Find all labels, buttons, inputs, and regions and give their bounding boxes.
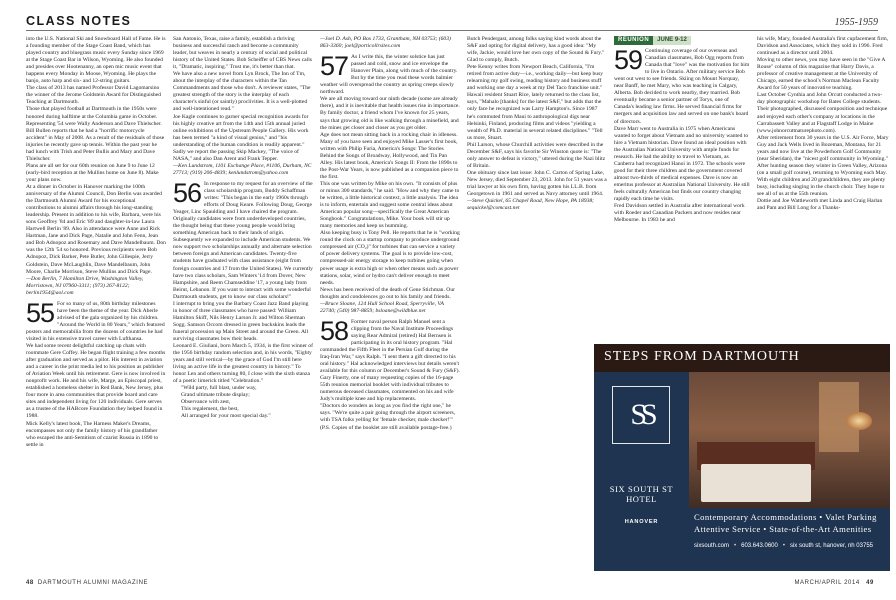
paragraph: Age does not mean sitting back in a rocking chair in idleness. Many of you have seen and enjoyed Mike Lasser's first book, written with Philip Furia, America's Songs: The Stories Behind the Songs of Broadway, Hollywood, and Tin Pan Alley. His latest book, America's Songs II: From the 1890s to the Post-War Years, is now published as a companion piece to the first. xyxy=(320,131,459,180)
reunion-tag: REUNION xyxy=(614,36,653,45)
paragraph: his wife, Mary, founded Australia's first cupfacement firm, Davidson and Associates, which they sold in 1996. Fred continued as a director until 2004. xyxy=(757,36,889,57)
column-3 xyxy=(320,36,460,571)
correspondent-signature: —Don Berlin, 7 Hamilton Drive, Washington Valley, Morristown, NJ 07960-3311; (973) 267-8122; berlin1954@aol.com xyxy=(26,275,144,296)
poem-line: Grand ultimate tribute display; xyxy=(181,392,250,399)
ad-contact-line xyxy=(694,543,890,549)
poem-line: All arranged for your most special day." xyxy=(181,413,271,420)
paragraph: (P.S. Copies of the booklet are still available postage-free.) xyxy=(320,424,452,431)
paragraph: "Doctors do wonders as long as you find the right one," he says. "We're quite a pair going through the airport screeners, with TSA folks yelling for 'female checker, male checker!'" xyxy=(320,403,456,424)
paragraph: At a dinner in October in Hanover marking the 100th anniversary of the Alumni Council, Don Berlin was awarded the Dartmouth Alumni Award for his exceptional contributions to alumni affairs through his long-standing leadership. Present in addition to his wife, Barbara, were his sons Geoffrey '84 and Eric '89 and daughter-in-law Laura Hartwell Berlin '89. Also in attendance were Anne and Rick Hartman, Jane and Dick Page, Natalie and John Fenn, Jean and Bob Adnopoz and Rosemary and Dave Mandelbaum. Don was the 12th '54 so honored. Previous recipients were Bob Adnopoz, Dick Barker, Pete Butler, John Gillespie, Jerry Goldstein, Dave McLaughlin, Dave Mandelbaum, John Moore, Charlie Morrison, Steve Mullins and Dick Page. xyxy=(26,183,166,275)
class-year-number: 55 xyxy=(26,297,55,328)
page-footer xyxy=(26,580,878,592)
header-rule xyxy=(26,30,878,31)
paragraph: Gary Finerty, one of many requesting copies of the 16-page 55th reunion memorial booklet with individual tributes to numerous deceased classmates, commented on his and wife Judy's multiple knee and hip replacements. xyxy=(320,375,454,403)
poem-line: Observance with zest, xyxy=(181,399,231,406)
paragraph: Last October Cynthia and John Orcutt conducted a two-day photographic workshop for Bates College students. Their photographed, discussed composition and technique and enjoyed each other's company at locations in the Carrabassett Valley and at Flagstaff Lodge in Maine (www.johnorcuttnaturephoto.com). xyxy=(757,92,888,134)
paragraph: Pete Kenny writes from Newport Beach, California, "I'm retired from active duty—i.e., working daily—but keep busy relearning my golf swing, reading history and business stuff and working one day a week at my Del Taco franchise unit." xyxy=(467,64,604,92)
issue-date: MARCH/APRIL 2014 xyxy=(794,580,860,586)
paragraph: As I write this, the winter solstice has just passed and cold, snow and ice envelope the Hanover Plain, along with much of the country. But by the time you read these words balmier weather will overspread the country as spring creeps slowly northward. xyxy=(320,54,458,96)
paragraph: Dottie and Joe Wattleworth met Linda and Craig Harlan and Pam and Bill Long for a Thanks- xyxy=(757,198,883,212)
paragraph: Continuing coverage of our overseas and Canadian classmates, Bob Ogg reports from Canada that "love" was the motivation for him to live in Ontario. After military service Bob went out west to see friends. Skiing on Mount Norquay, near Banff, he met Mary, who was teaching in Calgary, Alberta. Bob decided to work nearby, they married. Bob eventually became a senior partner of Torys, one of Canada's leading law firms. He served financial firms for mergers and acquisition law and served on one bank's board of directors. xyxy=(614,48,750,125)
paragraph: This one was written by Mike on his own. "It consists of plus or minus 300 standards," he said. "How and why they came to be written, a little historical context, a little analysis. The idea is to inform, entertain and suggest some central ideas about American popular song—specifically the Great American Songbook." Congratulations, Mike. Your book will stir up many memories and keep us humming. xyxy=(320,180,460,230)
paragraph: Dave Marr went to Australia in 1975 when Americans wanted to forget about Vietnam and no university wanted to hire a Vietnam historian. Dave found an ideal position with the Australian National University with ample funds for research. He had the ability to travel to Vietnam, as Canberra had recognized Hanoi in 1972. The schools were good for their three children and the government covered almost two-thirds of medical expenses. Dave is now an emeritus professor at Australian National University. He still feels culturally American but finds our country changing rapidly each time he visits. xyxy=(614,125,750,203)
column-6 xyxy=(757,36,890,336)
separator: • xyxy=(734,543,737,549)
magazine-title: DARTMOUTH ALUMNI MAGAZINE xyxy=(37,580,149,586)
hotel-logo-icon: SS xyxy=(612,386,670,444)
paragraph: Former naval person Ralph Manuel sent a clipping from the Naval Institute Proceedings saying Rear Admiral (retired) Hal Bernsen is participating in its oral history program. "Hal commanded the Fifth Fleet in the Persian Gulf during the Iraq-Iran War," says Ralph. "I sent them a gift directed to his oral history." Hal acknowledged interviews but details weren't available for this column or December's Sound & Fury (S&F). xyxy=(320,318,460,375)
page-header xyxy=(26,8,878,28)
page-number: 49 xyxy=(866,580,874,586)
bed-image xyxy=(701,464,811,502)
paragraph: Bill Bullen reports that he had a "horrific motorcycle accident" in May of 2008. As a result of the residuals of those injuries he recently gave up tennis. Within the past year he had lunch with Trish and Peter Bullis and Mary and Dave Thielscher. xyxy=(26,127,165,162)
column-4 xyxy=(467,36,607,336)
ad-phone[interactable]: 603.643.0600 xyxy=(741,543,778,549)
ad-address: six south st, hanover, nh 03755 xyxy=(789,543,873,549)
ad-tagline-service: Attentive Service • State-of-the-Art Amenities xyxy=(694,524,872,534)
column-2 xyxy=(173,36,313,571)
paragraph: Fred Davidson settled in Australia after international work with Roeder and Canadian Packers and now resides near Melbourne. In 1983 he and xyxy=(614,203,745,224)
column-5 xyxy=(614,36,750,336)
ad-headline: STEPS FROM DARTMOUTH xyxy=(604,349,800,364)
correspondent-signature: —Bruce Sloane, 124 Hull School Road, Sperryville, VA 22740; (540) 987-8859; bsloane@wildblue.net xyxy=(320,300,444,314)
class-year-number: 56 xyxy=(173,177,202,208)
paragraph: We are all moving toward our ninth decade (some are already there), and it is inevitable that health issues rise in importance. By family doctor, a friend whom I've known for 25 years, says that growing old is like walking through a minefield, and the mines get closer and closer as you get older. xyxy=(320,96,460,131)
ad-website-link[interactable]: sixsouth.com xyxy=(694,543,730,549)
paragraph: into the U.S. National Ski and Snowboard Hall of Fame. He is a founding member of the Stage Coast Band, which has played country and bluegrass music every Sunday since 1969 at the Stage Coast Bar in Wilson, Wyoming. He also founded and presides over Hootenanny, an open mic music event that happens every Monday in Moose, Wyoming. He plays the banjo, auto harp and six- and 12-string guitars. xyxy=(26,36,166,85)
separator: • xyxy=(782,543,785,549)
paragraph: News has been received of the death of Gene Stichman. Our thoughts and condolences go out to his family and friends. xyxy=(320,286,455,300)
hotel-room-photo xyxy=(689,372,890,512)
footer-right xyxy=(794,580,878,592)
correspondent-signature: —Joel D. Ash, PO Box 1733, Grantham, NH 03753; (603) 863-3360; joel@porticollrsites.com xyxy=(320,36,451,50)
paragraph: Sadly we report the passing Skip Mackey, "The voice of NASA," and also Dan Arent and Frank Tepper. xyxy=(173,148,299,162)
paragraph: San Antonio, Texas, raise a family, establish a thriving business and successful ranch and become a community leader, but weaves in nearly a century of social and political history of the United States. Bob Scheiffer of CBS News calls it, "Dramatic, inspiring." Trust me, it's better than that. xyxy=(173,36,312,71)
paragraph: Phil Larson, whose Churchill activities were described in the December S&F, says his favorite Sir Winston quote is: "The only answer to defeat is victory," uttered during the Nazi blitz of Britain. xyxy=(467,141,606,169)
correspondent-signature: —Steve Quickel, 65 Chapel Road, New Hope, PA 18938; sequickel@comcast.net xyxy=(467,198,595,212)
class-year-range: 1955-1959 xyxy=(834,17,878,28)
reunion-date: JUNE 9-12 xyxy=(653,36,691,45)
class-year-number: 57 xyxy=(320,51,349,82)
paragraph: Joe Kagle continues to garner special recognition awards for his highly creative art from the 14th and 15th annual juried online exhibitions of the Upstream People Gallery. His work has been termed "a kind of visual genius," and "his understanding of the human condition is readily apparent." xyxy=(173,113,309,148)
paragraph: After retirement from 30 years in the U.S. Air Force, Mary Guy and Jack Wells lived in Bozeman, Montana, for 21 years and now live at the Powderhorn Golf Community (near Sheridan), the "nicest golf community in Wyoming." After hunting season they winter in Green Valley, Arizona (on a small golf course), returning to Wyoming each May. With eight children and 20 grandchildren, they are plenty busy, including singing in the church choir. They hope to see all of us at the 55th reunion. xyxy=(757,134,889,198)
hotel-name: SIX SOUTH ST HOTEL xyxy=(609,484,674,504)
paragraph: Moving to other news, you may have seen in the "Give A Rouse" column of this magazine that Harry Davis, a professor of creative management at the University of Chicago, earned the school's Norman Maclean Faculty Award for 50 years of innovative teaching. xyxy=(757,57,886,92)
paragraph: Leonard E. Giuliani, born March 5, 1934, is the first winner of the 1956 birthday random selection and, in his words, "Eighty years and still vertical—by the grace of God I'm still here living an active life in the greatest country in history." To honor Len and others turning 80, I close with the sixth stanza of a poetic limerick titled "Celebration." xyxy=(173,343,313,385)
class-year-number: 58 xyxy=(320,315,349,346)
paragraph: We had some recent delightful catching up chats with roommate Gere Coffey. He began flight training a few months after graduation and served as a pilot. His interest in aviation and a career in the print media led to his position as publisher of Aviation Week until his retirement. Gere is now involved in nonprofit work. He and his wife, Marge, an Episcopal priest, established a homeless shelter in Red Bank, New Jersey, plus four more in area communities that provide board and care sites and independent living for 120 individuals. Gere serves as a trustee of the HABcore Foundation they helped found in 1988. xyxy=(26,343,166,420)
hotel-city: HANOVER xyxy=(624,519,659,525)
class-year-number: 59 xyxy=(614,45,643,76)
poem-line: "Wild party, full blast, under way, xyxy=(181,385,257,392)
ad-tagline-accommodations: Contemporary Accommodations • Valet Parking xyxy=(694,512,877,522)
reunion-banner xyxy=(614,36,691,45)
page-number: 48 xyxy=(26,580,34,586)
column-1 xyxy=(26,36,166,571)
paragraph: I interrupt to bring you the Barbary Coast Jazz Band playing in honor of three classmates who have passed: William Hamilton Skiff, Nils Henry Larson Jr. and Wilton Sherman Sogg. Samson Occom dressed in green buckskins leads the funeral procession up Main Street and around the Green. All surviving classmates bow their heads. xyxy=(173,300,309,342)
lamp-image xyxy=(846,412,872,430)
poem-line: This regalement, the best, xyxy=(181,406,239,413)
paragraph: The class of 2013 has named Professor David Lagomarsino the winner of the Jerome Goldstein Award for Distinguished Teaching at Dartmouth. xyxy=(26,85,161,106)
section-title: CLASS NOTES xyxy=(26,14,132,28)
correspondent-signature: —Ken Lundstrom, 1101 Exchange Place, #1106, Durham, NC 27713; (919) 206-4839; kenlundstrom@yahoo.com xyxy=(173,162,312,176)
paragraph: Butch Pendergast, among folks saying kind words about the S&F and opting for digital delivery, has a good idea: "My wife, Jackie, would love her own copy of the Sound & Fury." Glad to comply, Butch. xyxy=(467,36,605,64)
paragraph: One obituary since last issue: John C. Carton of Spring Lake, New Jersey, died September 23, 2013. John for 51 years was a trial lawyer at his own firm, having gotten his LL.B. from Georgetown in 1961 and served as Navy attorney until 1964. xyxy=(467,169,607,198)
paragraph: We have also a new novel from Lyn Brock, The Inn of Tm, about the interplay of the characters within the Tan Commandments and those who don't. A reviewer states, "The greatest strength of the story is the interplay of each character's sinful (or saintly) proclivities. It is a well-plotted and well-intentioned read." xyxy=(173,71,311,113)
paragraph: In response to my request for an overview of the class scholarship program, Buddy Schaffman writes: "This began in the early 1960s through efforts of Doug Keare. Following Doug, George Yeager, Linc Spaulding and I have chaired the program. Originally candidates were from underdeveloped countries, the thought being that these young people would bring something American back to their lands of origin. Subsequently we expanded to include American students. We now support two scholarships annually and alternate selection between foreign and American candidates. Twenty-five students have graduated with class assistance (eight from foreign countries and 17 from the United States). We currently have two class scholars, Sam Winters '14 from Dover, New Hampshire, and Reem Chamseddine '17, a young lady from Beirut, Lebanon. If you want to interact with some wonderful Dartmouth students, get to know our class scholars!" xyxy=(173,180,313,300)
paragraph: Hawaii resident Stuart Rice, lately returned to the class list, says, "Mahalo [thanks] for the latest S&F," but adds that the only face he recognized was Larry Hampton's. Since 1987 he's commuted from Maui to anthropological digs near Helsinki, Finland, producing films and videos "yielding a wealth of Ph.D. material in several related disciplines." "Tell us more, Stuart. xyxy=(467,92,603,141)
paragraph: Plans are all set for our 60th reunion on June 9 to June 12 (early-bird reception at the Mullins home on June 8). Make your plans now. xyxy=(26,162,159,183)
paragraph: Those that played football at Dartmouth in the 1950s were honored during halftime at the Columbia game in October. Representing '54 were Wally Anderson and Dave Thielscher. xyxy=(26,106,162,127)
paragraph: Mick Kelly's latest book, The Harness Maker's Dreams, encompasses not only the family history of his grandfather who escaped the anti-Semitism of czarist Russia in 1890 to settle in xyxy=(26,420,159,448)
hotel-advertisement[interactable] xyxy=(594,344,890,571)
paragraph: For so many of us, 80th birthday milestones have been the theme of the year. Dick Aberle advised of the gala organized by his children. "Around the World in 80 Years," which featured posters and memorabilia from the dozens of countries he had visited in his extensive travel career with Lufthansa. xyxy=(26,300,165,342)
footer-left xyxy=(26,580,148,592)
paragraph: Also keeping busy is Tony Pell. He reports that he is "working round the clock on a startup company to produce underground compressed air (CO₂)" for turbines that can service a variety of power delivery systems. The goal is to provide low-cost, compressed-air energy storage to keep turbines going when power usage is extra high or when other means such as power stations, solar, wind or hydro can't deliver enough to meet needs. xyxy=(320,230,460,286)
